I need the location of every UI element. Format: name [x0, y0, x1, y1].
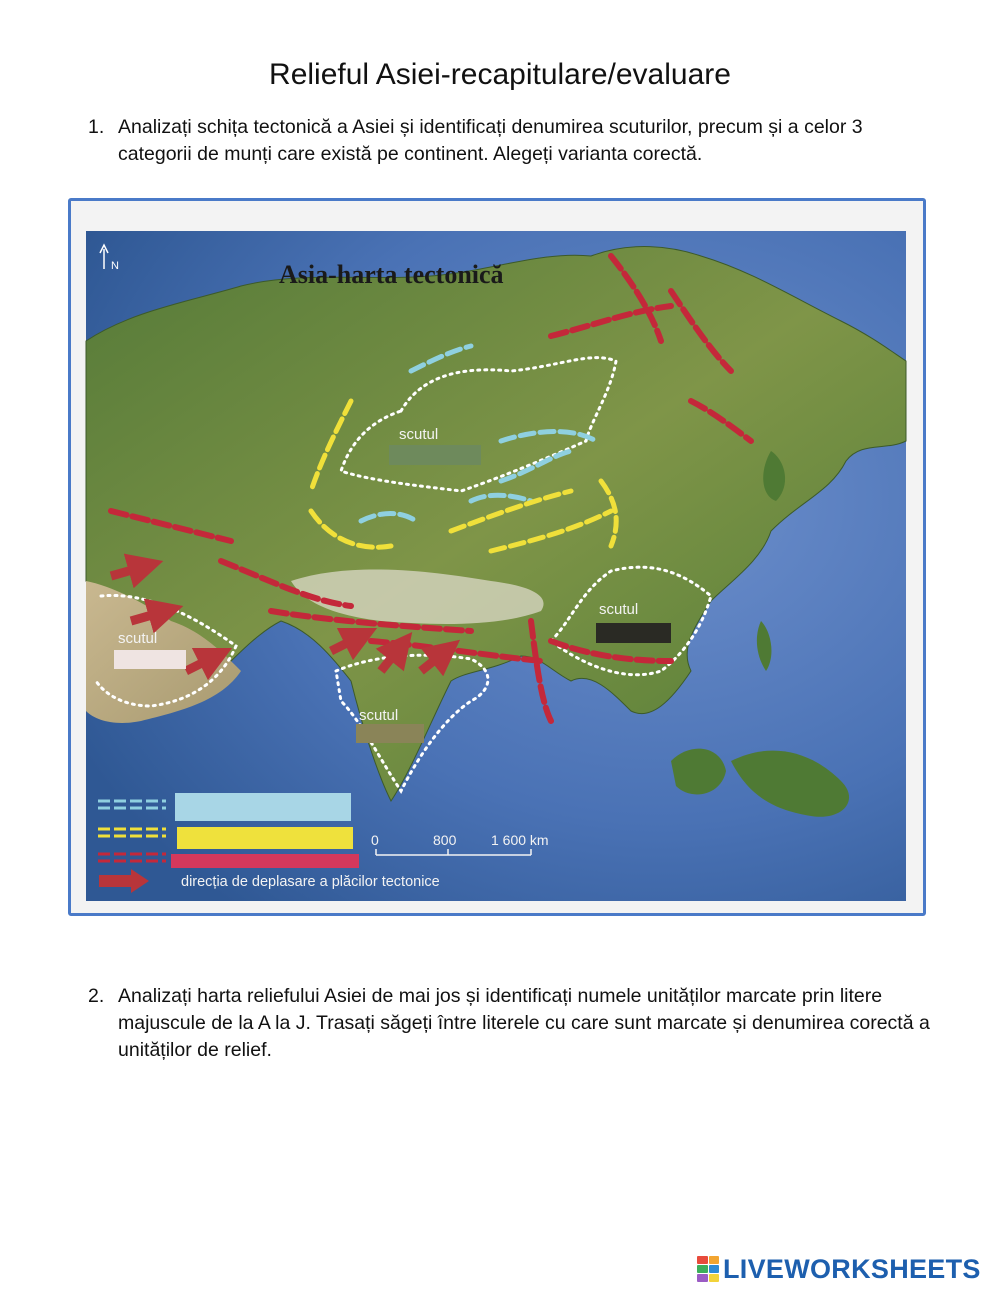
answer-box-arabian-shield[interactable] — [114, 650, 186, 669]
shield-label-arabia: scutul — [118, 630, 158, 647]
answer-box-young-mountains[interactable] — [171, 854, 359, 868]
question-1 — [88, 114, 938, 168]
question-2-number: 2. — [88, 985, 105, 1007]
shield-label-siberia: scutul — [399, 426, 439, 443]
answer-box-siberian-shield[interactable] — [389, 445, 481, 465]
legend-arrow-text: direcția de deplasare a plăcilor tectonice — [181, 874, 440, 890]
question-2 — [88, 983, 938, 1064]
answer-box-china-shield[interactable] — [596, 623, 671, 643]
page-title: Relieful Asiei-recapitulare/evaluare — [269, 58, 731, 91]
liveworksheets-logo-icon — [697, 1256, 719, 1282]
shield-label-china: scutul — [599, 601, 639, 618]
liveworksheets-logo[interactable] — [697, 1254, 981, 1284]
question-1-text: Analizați schița tectonică a Asiei și identificați denumirea scuturilor, precum și a celor 3 categorii de munți care există pe continent. Alegeți varianta corectă. — [118, 116, 863, 165]
scale-label-0: 0 — [371, 832, 379, 848]
answer-box-old-mountains[interactable] — [175, 793, 351, 821]
answer-box-indian-shield[interactable] — [356, 724, 424, 743]
scale-label-1600: 1 600 km — [491, 832, 549, 848]
tectonic-map — [68, 198, 926, 916]
north-label: N — [111, 260, 119, 272]
map-title: Asia-harta tectonică — [279, 260, 504, 289]
question-2-text: Analizați harta reliefului Asiei de mai jos și identificați numele unităților marcate prin litere majuscule de la A la J. Trasați săgeți între literele cu care sunt marcate și denumirea corectă a unităților de relief. — [118, 985, 930, 1061]
question-1-number: 1. — [88, 116, 105, 138]
tectonic-map-graphic — [71, 201, 923, 913]
liveworksheets-logo-text: LIVEWORKSHEETS — [723, 1253, 981, 1284]
scale-label-800: 800 — [433, 832, 457, 848]
shield-label-india: scutul — [359, 707, 399, 724]
answer-box-middle-mountains[interactable] — [177, 827, 353, 849]
